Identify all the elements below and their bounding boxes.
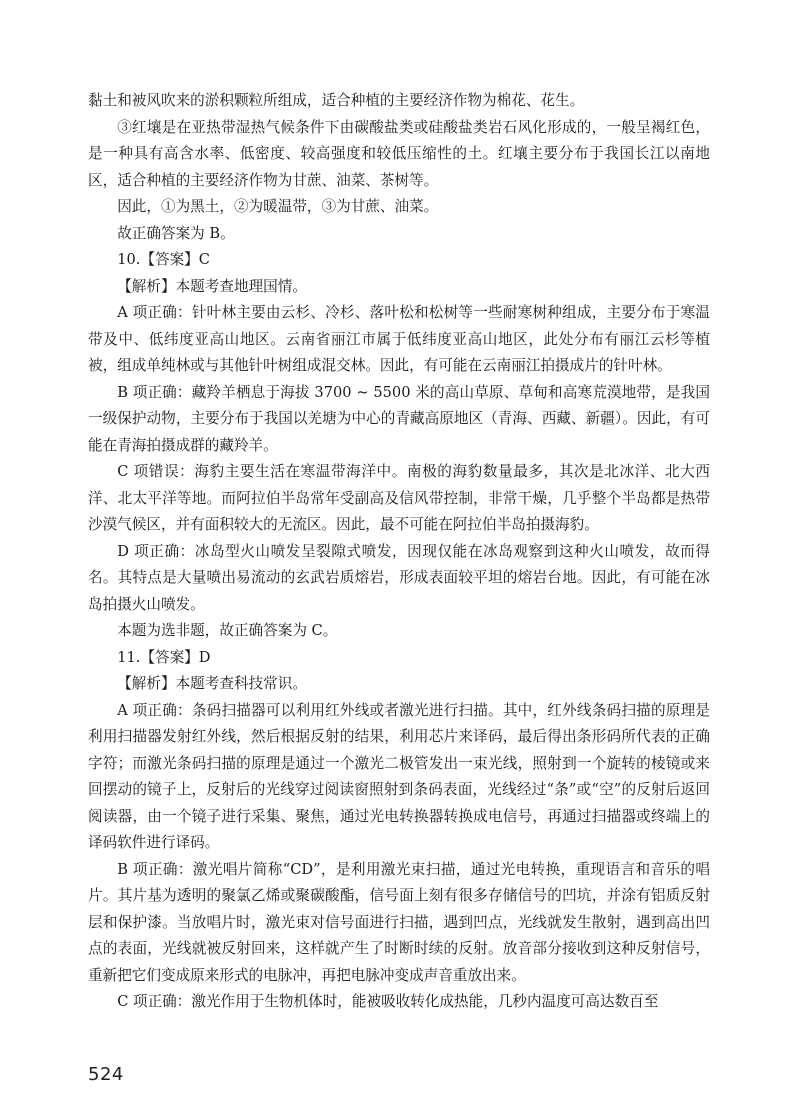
paragraph-red-soil: ③红壤是在亚热带湿热气候条件下由碳酸盐类或硅酸盐类岩石风化形成的，一般呈褐红色，是一种具有高含水率、低密度、较高强度和较低压缩性的土。红壤主要分布于我国长江以南地区，适合种植的主要经济作物为甘蔗、油菜、茶树等。	[88, 118, 710, 189]
paragraph-answer-10: 本题为选非题，故正确答案为 C。	[117, 622, 338, 639]
heading-answer-11: 11.【答案】D	[117, 648, 211, 666]
paragraph-option-c-11: C 项正确：激光作用于生物机体时，能被吸收转化成热能，几秒内温度可高达数百至	[117, 993, 659, 1010]
paragraph-conclusion-9: 因此，①为黑土，②为暖温带，③为甘蔗、油菜。	[117, 198, 439, 215]
heading-answer-10: 10.【答案】C	[117, 251, 210, 268]
paragraph-option-d-10: D 项正确：冰岛型火山喷发呈裂隙式喷发，因现仅能在冰岛观察到这种火山喷发，故而得名。其特点是大量喷出易流动的玄武岩质熔岩，形成表面较平坦的熔岩台地。因此，有可能在冰岛拍摄火山喷发。	[88, 542, 710, 613]
paragraph-option-b-11: B 项正确：激光唱片简称“CD”，是利用激光束扫描，通过光电转换，重现语言和音乐的唱片。其片基为透明的聚氯乙烯或聚碳酸酯，信号面上刻有很多存储信号的凹坑，并涂有铝质反射层和保护漆。当放唱片时，激光束对信号面进行扫描，遇到凹点，光线就发生散射，遇到高出凹点的表面，光线就被反射回来，这样就产生了时断时续的反射。放音部分接收到这种反射信号，重新把它们变成原来形式的电脉冲，再把电脉冲变成声音重放出来。	[88, 860, 710, 984]
paragraph-option-b-10: B 项正确：藏羚羊栖息于海拔 3700 ~ 5500 米的高山草原、草甸和高寒荒漠地带，是我国一级保护动物，主要分布于我国以羌塘为中心的青藏高原地区（青海、西藏、新疆）。因此，有可能在青海拍摄成群的藏羚羊。	[88, 383, 710, 454]
paragraph-continuation: 黏土和被风吹来的淤积颗粒所组成，适合种植的主要经济作物为棉花、花生。	[88, 92, 585, 109]
paragraph-option-c-10: C 项错误：海豹主要生活在寒温带海洋中。南极的海豹数量最多，其次是北冰洋、北大西洋、北太平洋等地。而阿拉伯半岛常年受副高及信风带控制，非常干燥，几乎整个半岛都是热带沙漠气候区，并有面积较大的无流区。因此，最不可能在阿拉伯半岛拍摄海豹。	[88, 463, 710, 533]
paragraph-option-a-10: A 项正确：针叶林主要由云杉、冷杉、落叶松和松树等一些耐寒树种组成，主要分布于寒温带及中、低纬度亚高山地区。云南省丽江市属于低纬度亚高山地区，此处分布有丽江云杉等植被，组成单纯林或与其他针叶树组成混交林。因此，有可能在云南丽江拍摄成片的针叶林。	[88, 304, 710, 374]
paragraph-answer-9: 故正确答案为 B。	[117, 224, 235, 242]
heading-analysis-11: 【解析】本题考查科技常识。	[117, 675, 307, 692]
paragraph-option-a-11: A 项正确：条码扫描器可以利用红外线或者激光进行扫描。其中，红外线条码扫描的原理是利用扫描器发射红外线，然后根据反射的结果，利用芯片来译码，最后得出条形码所代表的正确字符；而激光条码扫描的原理是通过一个激光二极管发出一束光线，照射到一个旋转的棱镜或来回摆动的镜子上，反射后的光线穿过阅读窗照射到条码表面，光线经过“条”或“空”的反射后返回阅读器，由一个镜子进行采集、聚焦，通过光电转换器转换成电信号，再通过扫描器或终端上的译码软件进行译码。	[88, 701, 710, 851]
page-number: 524	[88, 1064, 124, 1085]
heading-analysis-10: 【解析】本题考查地理国情。	[117, 277, 307, 295]
page-body	[88, 88, 710, 1016]
